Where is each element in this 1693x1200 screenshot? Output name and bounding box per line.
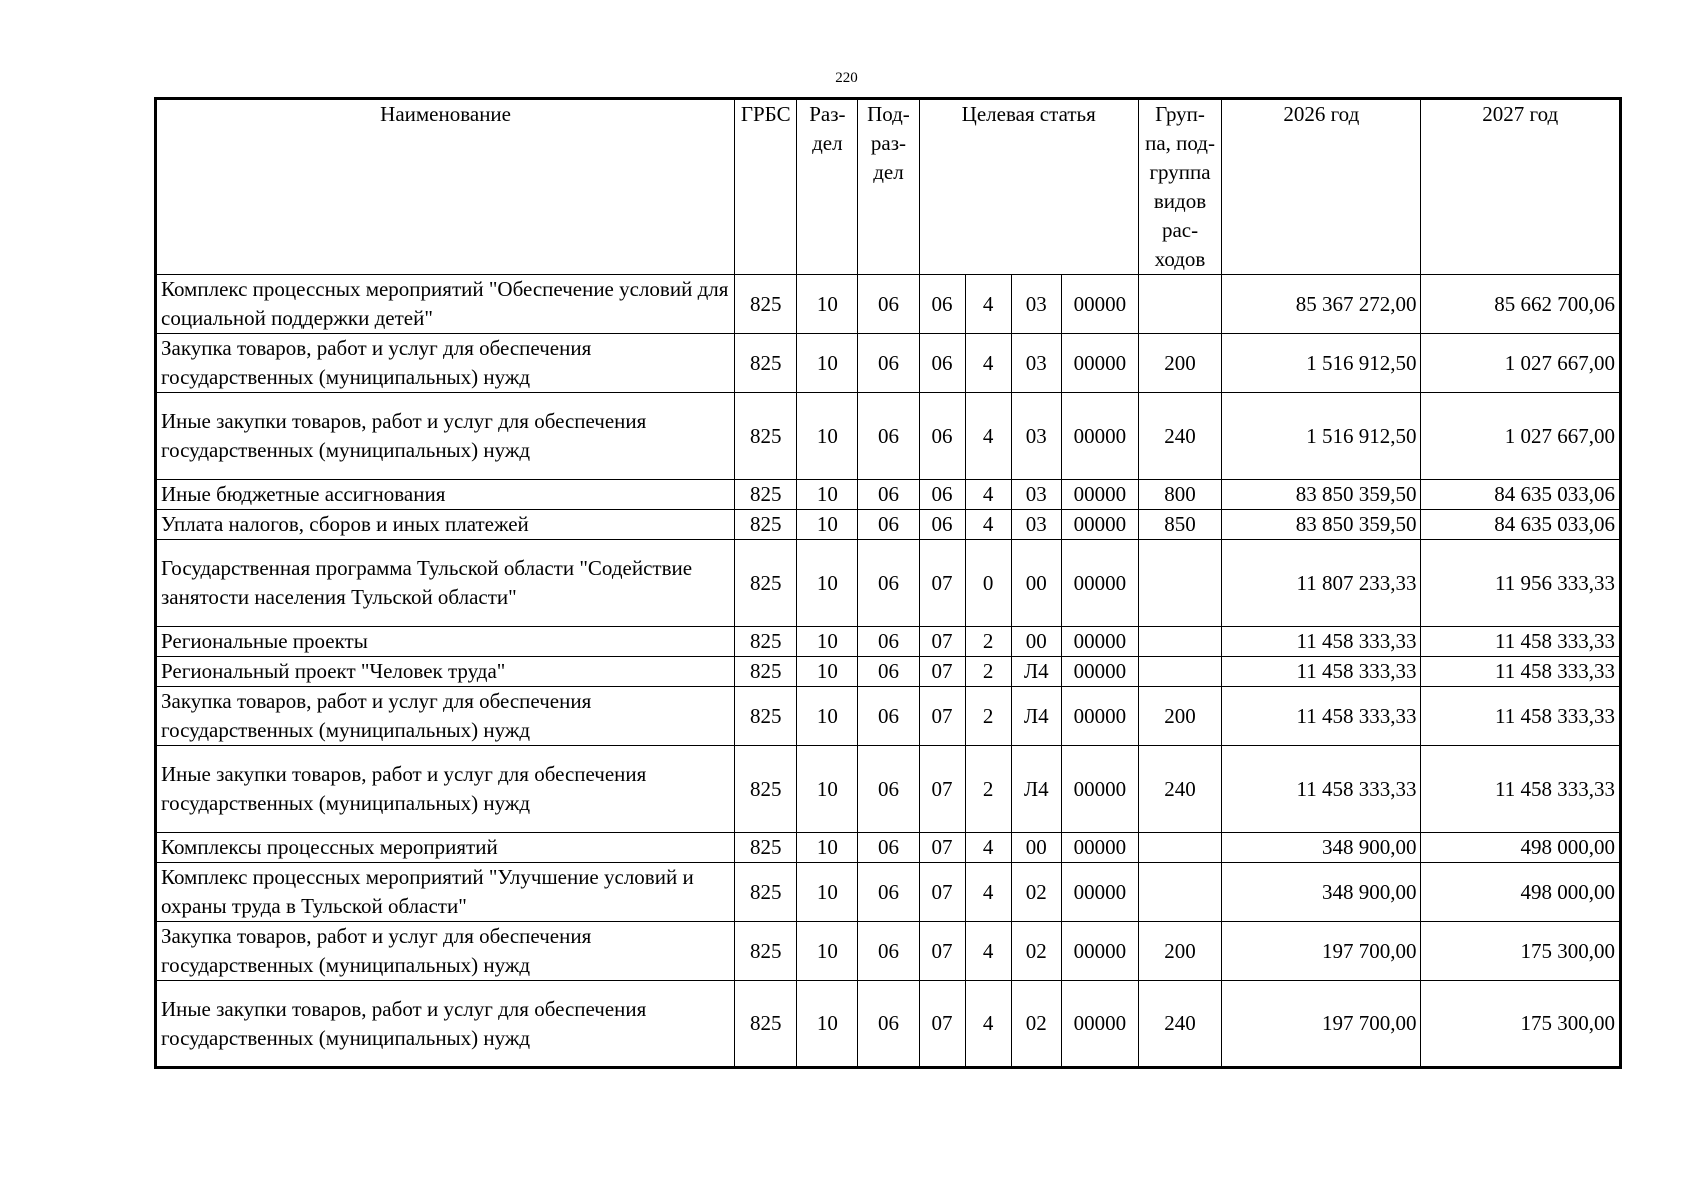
row-grbs: 825 xyxy=(735,393,797,480)
row-target-structure: 03 xyxy=(1011,275,1061,334)
row-name: Иные закупки товаров, работ и услуг для обеспечения государственных (муниципальных) нужд xyxy=(156,746,735,833)
row-target-program: 06 xyxy=(919,480,965,510)
row-razdel: 10 xyxy=(797,540,858,627)
row-target-structure: 03 xyxy=(1011,334,1061,393)
row-amount-2026: 197 700,00 xyxy=(1222,981,1421,1068)
row-target-structure: 00 xyxy=(1011,627,1061,657)
row-name: Государственная программа Тульской области "Содействие занятости населения Тульской области" xyxy=(156,540,735,627)
row-amount-2026: 11 458 333,33 xyxy=(1222,627,1421,657)
row-amount-2026: 83 850 359,50 xyxy=(1222,510,1421,540)
row-podrazdel: 06 xyxy=(858,863,919,922)
row-target-structure: 02 xyxy=(1011,863,1061,922)
row-target-program: 06 xyxy=(919,275,965,334)
row-target-structure: 02 xyxy=(1011,922,1061,981)
row-expense-group: 850 xyxy=(1138,510,1221,540)
row-target-program: 07 xyxy=(919,863,965,922)
row-amount-2026: 197 700,00 xyxy=(1222,922,1421,981)
row-target-program: 07 xyxy=(919,981,965,1068)
header-grbs: ГРБС xyxy=(735,99,797,275)
row-expense-group: 240 xyxy=(1138,746,1221,833)
row-amount-2027: 11 458 333,33 xyxy=(1421,746,1621,833)
row-amount-2027: 11 956 333,33 xyxy=(1421,540,1621,627)
row-grbs: 825 xyxy=(735,833,797,863)
header-name: Наименование xyxy=(156,99,735,275)
row-target-direction: 00000 xyxy=(1061,687,1138,746)
row-grbs: 825 xyxy=(735,480,797,510)
row-razdel: 10 xyxy=(797,833,858,863)
row-expense-group xyxy=(1138,627,1221,657)
row-target-type: 2 xyxy=(965,657,1011,687)
row-razdel: 10 xyxy=(797,627,858,657)
row-amount-2026: 348 900,00 xyxy=(1222,833,1421,863)
table-row xyxy=(156,833,1621,863)
table-row xyxy=(156,334,1621,393)
row-amount-2026: 11 458 333,33 xyxy=(1222,687,1421,746)
row-name: Региональный проект "Человек труда" xyxy=(156,657,735,687)
row-expense-group xyxy=(1138,657,1221,687)
row-target-type: 4 xyxy=(965,510,1011,540)
row-amount-2026: 1 516 912,50 xyxy=(1222,334,1421,393)
row-target-direction: 00000 xyxy=(1061,833,1138,863)
row-target-type: 4 xyxy=(965,981,1011,1068)
row-amount-2027: 1 027 667,00 xyxy=(1421,334,1621,393)
row-target-structure: 02 xyxy=(1011,981,1061,1068)
row-grbs: 825 xyxy=(735,687,797,746)
table-row xyxy=(156,510,1621,540)
row-target-program: 07 xyxy=(919,627,965,657)
row-amount-2027: 11 458 333,33 xyxy=(1421,687,1621,746)
row-target-direction: 00000 xyxy=(1061,657,1138,687)
row-target-direction: 00000 xyxy=(1061,275,1138,334)
row-razdel: 10 xyxy=(797,863,858,922)
row-target-structure: 03 xyxy=(1011,480,1061,510)
row-amount-2026: 1 516 912,50 xyxy=(1222,393,1421,480)
budget-table xyxy=(154,97,1622,1069)
row-target-direction: 00000 xyxy=(1061,863,1138,922)
table-row xyxy=(156,981,1621,1068)
row-target-structure: Л4 xyxy=(1011,657,1061,687)
row-podrazdel: 06 xyxy=(858,922,919,981)
row-amount-2027: 498 000,00 xyxy=(1421,833,1621,863)
row-grbs: 825 xyxy=(735,510,797,540)
table-row xyxy=(156,480,1621,510)
row-target-direction: 00000 xyxy=(1061,981,1138,1068)
header-target-article: Целевая статья xyxy=(919,99,1138,275)
row-target-type: 4 xyxy=(965,833,1011,863)
row-name: Закупка товаров, работ и услуг для обеспечения государственных (муниципальных) нужд xyxy=(156,687,735,746)
row-name: Комплекс процессных мероприятий "Улучшение условий и охраны труда в Тульской области" xyxy=(156,863,735,922)
row-target-type: 2 xyxy=(965,746,1011,833)
header-row xyxy=(156,99,1621,275)
row-target-direction: 00000 xyxy=(1061,334,1138,393)
row-name: Иные закупки товаров, работ и услуг для обеспечения государственных (муниципальных) нужд xyxy=(156,981,735,1068)
row-expense-group: 200 xyxy=(1138,334,1221,393)
row-expense-group: 200 xyxy=(1138,922,1221,981)
header-razdel: Раз- дел xyxy=(797,99,858,275)
row-amount-2027: 11 458 333,33 xyxy=(1421,627,1621,657)
row-razdel: 10 xyxy=(797,687,858,746)
row-razdel: 10 xyxy=(797,510,858,540)
row-target-program: 07 xyxy=(919,833,965,863)
table-row xyxy=(156,746,1621,833)
row-razdel: 10 xyxy=(797,922,858,981)
row-amount-2027: 11 458 333,33 xyxy=(1421,657,1621,687)
table-body xyxy=(156,275,1621,1068)
row-target-program: 06 xyxy=(919,334,965,393)
row-amount-2027: 84 635 033,06 xyxy=(1421,480,1621,510)
row-target-program: 07 xyxy=(919,540,965,627)
header-year-2026: 2026 год xyxy=(1222,99,1421,275)
row-razdel: 10 xyxy=(797,981,858,1068)
row-expense-group: 800 xyxy=(1138,480,1221,510)
row-grbs: 825 xyxy=(735,981,797,1068)
row-target-program: 07 xyxy=(919,922,965,981)
row-target-direction: 00000 xyxy=(1061,922,1138,981)
row-podrazdel: 06 xyxy=(858,627,919,657)
row-expense-group xyxy=(1138,540,1221,627)
table-row xyxy=(156,627,1621,657)
row-amount-2026: 85 367 272,00 xyxy=(1222,275,1421,334)
row-razdel: 10 xyxy=(797,334,858,393)
table-row xyxy=(156,657,1621,687)
table-row xyxy=(156,687,1621,746)
row-amount-2026: 83 850 359,50 xyxy=(1222,480,1421,510)
row-podrazdel: 06 xyxy=(858,540,919,627)
row-podrazdel: 06 xyxy=(858,393,919,480)
row-amount-2026: 11 458 333,33 xyxy=(1222,657,1421,687)
row-razdel: 10 xyxy=(797,657,858,687)
row-name: Иные закупки товаров, работ и услуг для обеспечения государственных (муниципальных) нужд xyxy=(156,393,735,480)
row-amount-2027: 175 300,00 xyxy=(1421,922,1621,981)
row-grbs: 825 xyxy=(735,540,797,627)
row-amount-2026: 11 807 233,33 xyxy=(1222,540,1421,627)
row-target-program: 07 xyxy=(919,657,965,687)
row-target-program: 06 xyxy=(919,510,965,540)
row-target-program: 07 xyxy=(919,687,965,746)
row-grbs: 825 xyxy=(735,657,797,687)
row-expense-group: 240 xyxy=(1138,393,1221,480)
page-number: 220 xyxy=(835,70,858,86)
row-name: Комплекс процессных мероприятий "Обеспечение условий для социальной поддержки детей" xyxy=(156,275,735,334)
row-grbs: 825 xyxy=(735,334,797,393)
row-target-direction: 00000 xyxy=(1061,540,1138,627)
row-amount-2027: 85 662 700,06 xyxy=(1421,275,1621,334)
row-name: Уплата налогов, сборов и иных платежей xyxy=(156,510,735,540)
row-target-structure: Л4 xyxy=(1011,746,1061,833)
row-target-type: 0 xyxy=(965,540,1011,627)
row-razdel: 10 xyxy=(797,480,858,510)
row-expense-group xyxy=(1138,275,1221,334)
row-amount-2027: 175 300,00 xyxy=(1421,981,1621,1068)
row-target-direction: 00000 xyxy=(1061,510,1138,540)
row-target-type: 4 xyxy=(965,393,1011,480)
row-target-type: 4 xyxy=(965,922,1011,981)
row-target-type: 2 xyxy=(965,627,1011,657)
row-target-type: 4 xyxy=(965,480,1011,510)
table-row xyxy=(156,922,1621,981)
row-podrazdel: 06 xyxy=(858,981,919,1068)
row-target-structure: Л4 xyxy=(1011,687,1061,746)
row-podrazdel: 06 xyxy=(858,510,919,540)
row-target-direction: 00000 xyxy=(1061,746,1138,833)
header-year-2027: 2027 год xyxy=(1421,99,1621,275)
table-row xyxy=(156,863,1621,922)
row-amount-2027: 498 000,00 xyxy=(1421,863,1621,922)
row-target-structure: 00 xyxy=(1011,833,1061,863)
row-target-structure: 03 xyxy=(1011,510,1061,540)
row-razdel: 10 xyxy=(797,275,858,334)
row-amount-2026: 11 458 333,33 xyxy=(1222,746,1421,833)
row-razdel: 10 xyxy=(797,746,858,833)
row-grbs: 825 xyxy=(735,746,797,833)
row-name: Комплексы процессных мероприятий xyxy=(156,833,735,863)
row-expense-group xyxy=(1138,863,1221,922)
row-amount-2027: 84 635 033,06 xyxy=(1421,510,1621,540)
row-expense-group: 240 xyxy=(1138,981,1221,1068)
table-row xyxy=(156,393,1621,480)
table-row xyxy=(156,540,1621,627)
header-podrazdel: Под- раз- дел xyxy=(858,99,919,275)
row-amount-2027: 1 027 667,00 xyxy=(1421,393,1621,480)
row-name: Иные бюджетные ассигнования xyxy=(156,480,735,510)
table-row xyxy=(156,275,1621,334)
header-expense-group: Груп- па, под- группа видов рас- ходов xyxy=(1138,99,1221,275)
row-target-program: 06 xyxy=(919,393,965,480)
row-target-type: 4 xyxy=(965,334,1011,393)
row-expense-group: 200 xyxy=(1138,687,1221,746)
row-amount-2026: 348 900,00 xyxy=(1222,863,1421,922)
row-podrazdel: 06 xyxy=(858,275,919,334)
row-grbs: 825 xyxy=(735,863,797,922)
row-podrazdel: 06 xyxy=(858,833,919,863)
row-podrazdel: 06 xyxy=(858,480,919,510)
row-podrazdel: 06 xyxy=(858,334,919,393)
row-podrazdel: 06 xyxy=(858,687,919,746)
row-target-type: 2 xyxy=(965,687,1011,746)
row-target-type: 4 xyxy=(965,863,1011,922)
row-target-program: 07 xyxy=(919,746,965,833)
row-target-direction: 00000 xyxy=(1061,627,1138,657)
row-target-direction: 00000 xyxy=(1061,480,1138,510)
row-target-structure: 03 xyxy=(1011,393,1061,480)
row-grbs: 825 xyxy=(735,275,797,334)
row-grbs: 825 xyxy=(735,922,797,981)
row-grbs: 825 xyxy=(735,627,797,657)
row-name: Закупка товаров, работ и услуг для обеспечения государственных (муниципальных) нужд xyxy=(156,922,735,981)
row-podrazdel: 06 xyxy=(858,746,919,833)
row-podrazdel: 06 xyxy=(858,657,919,687)
row-target-direction: 00000 xyxy=(1061,393,1138,480)
row-target-type: 4 xyxy=(965,275,1011,334)
row-name: Закупка товаров, работ и услуг для обеспечения государственных (муниципальных) нужд xyxy=(156,334,735,393)
row-expense-group xyxy=(1138,833,1221,863)
row-razdel: 10 xyxy=(797,393,858,480)
row-target-structure: 00 xyxy=(1011,540,1061,627)
row-name: Региональные проекты xyxy=(156,627,735,657)
